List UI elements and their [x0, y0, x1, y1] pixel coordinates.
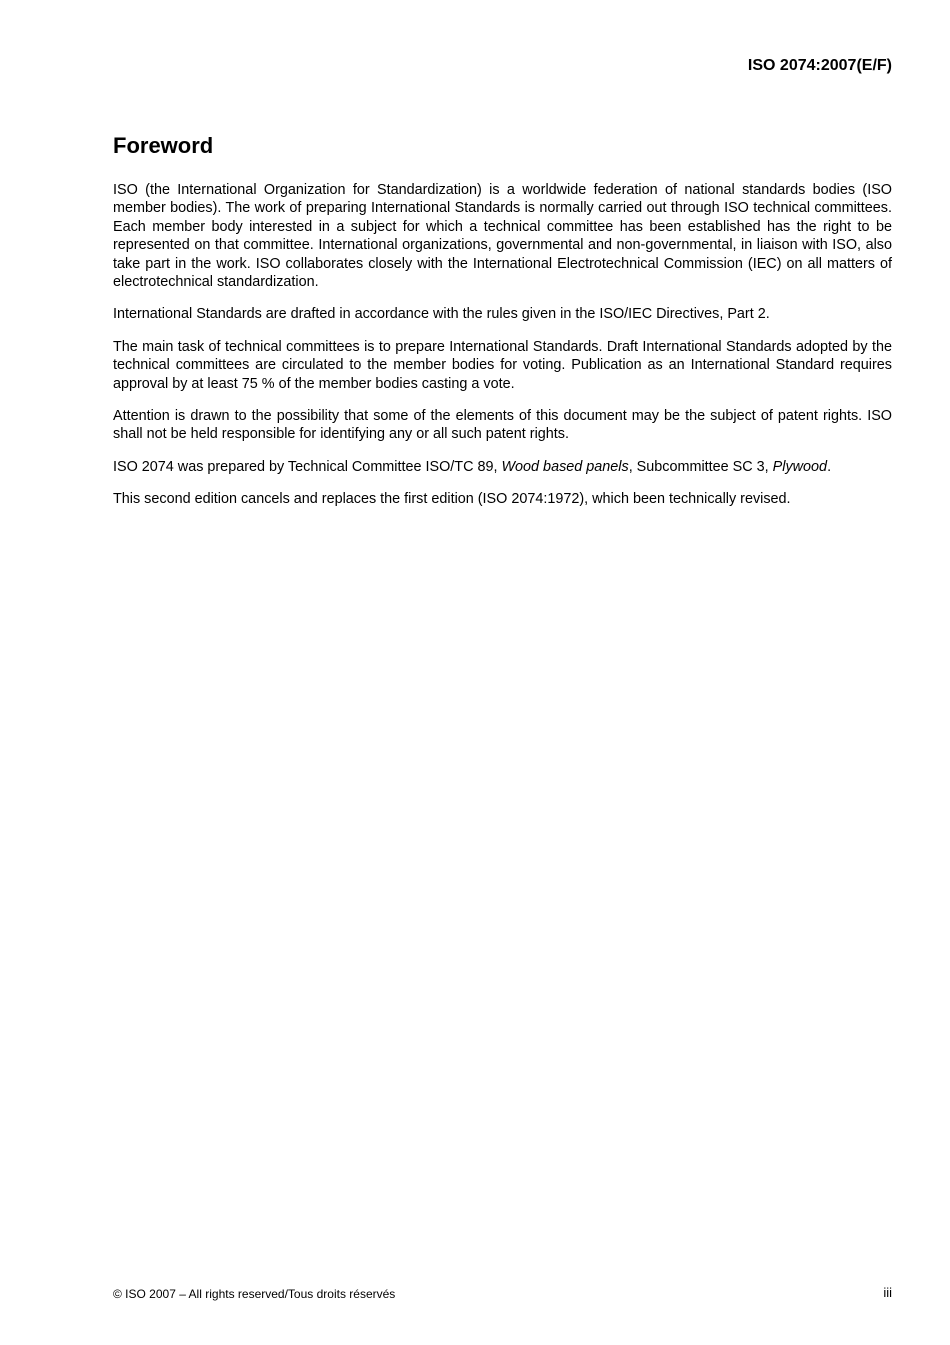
document-reference: ISO 2074:2007(E/F): [747, 57, 892, 74]
paragraph-drafting-rules: International Standards are drafted in accordance with the rules given in the ISO/IEC Directives, Part 2.: [113, 306, 770, 323]
paragraph-committee-task: The main task of technical committees is to prepare International Standards. Draft International Standards adopted by the technical committees are circulated to the member bodies for voting. Publication as an International Standard requires approval by at least 75 % of the member bodies casting a vote.: [113, 338, 892, 392]
prepared-by-subcommittee-text: , Subcommittee SC 3,: [628, 458, 773, 475]
subcommittee-name: Plywood: [772, 458, 828, 475]
paragraph-edition-note: This second edition cancels and replaces the first edition (ISO 2074:1972), which been technically revised.: [113, 491, 791, 508]
prepared-by-text: ISO 2074 was prepared by Technical Committee ISO/TC 89,: [113, 458, 502, 475]
paragraph-patent-rights: Attention is drawn to the possibility that some of the elements of this document may be the subject of patent rights. ISO shall not be held responsible for identifying any or all such patent rights.: [113, 408, 892, 443]
footer-copyright: © ISO 2007 – All rights reserved/Tous droits réservés: [113, 1287, 396, 1301]
page-title: Foreword: [113, 133, 214, 158]
committee-name: Wood based panels: [501, 458, 629, 475]
page-number: iii: [883, 1285, 892, 1300]
prepared-by-end: .: [827, 458, 832, 475]
paragraph-prepared-by: [113, 458, 892, 476]
foreword-body: [113, 181, 892, 523]
paragraph-iso-overview: ISO (the International Organization for Standardization) is a worldwide federation of national standards bodies (ISO member bodies). The work of preparing International Standards is normally carried out through ISO technical committees. Each member body interested in a subject for which a technical committee has been established has the right to be represented on that committee. International organizations, governmental and non-governmental, in liaison with ISO, also take part in the work. ISO collaborates closely with the International Electrotechnical Commission (IEC) on all matters of electrotechnical standardization.: [113, 182, 892, 291]
